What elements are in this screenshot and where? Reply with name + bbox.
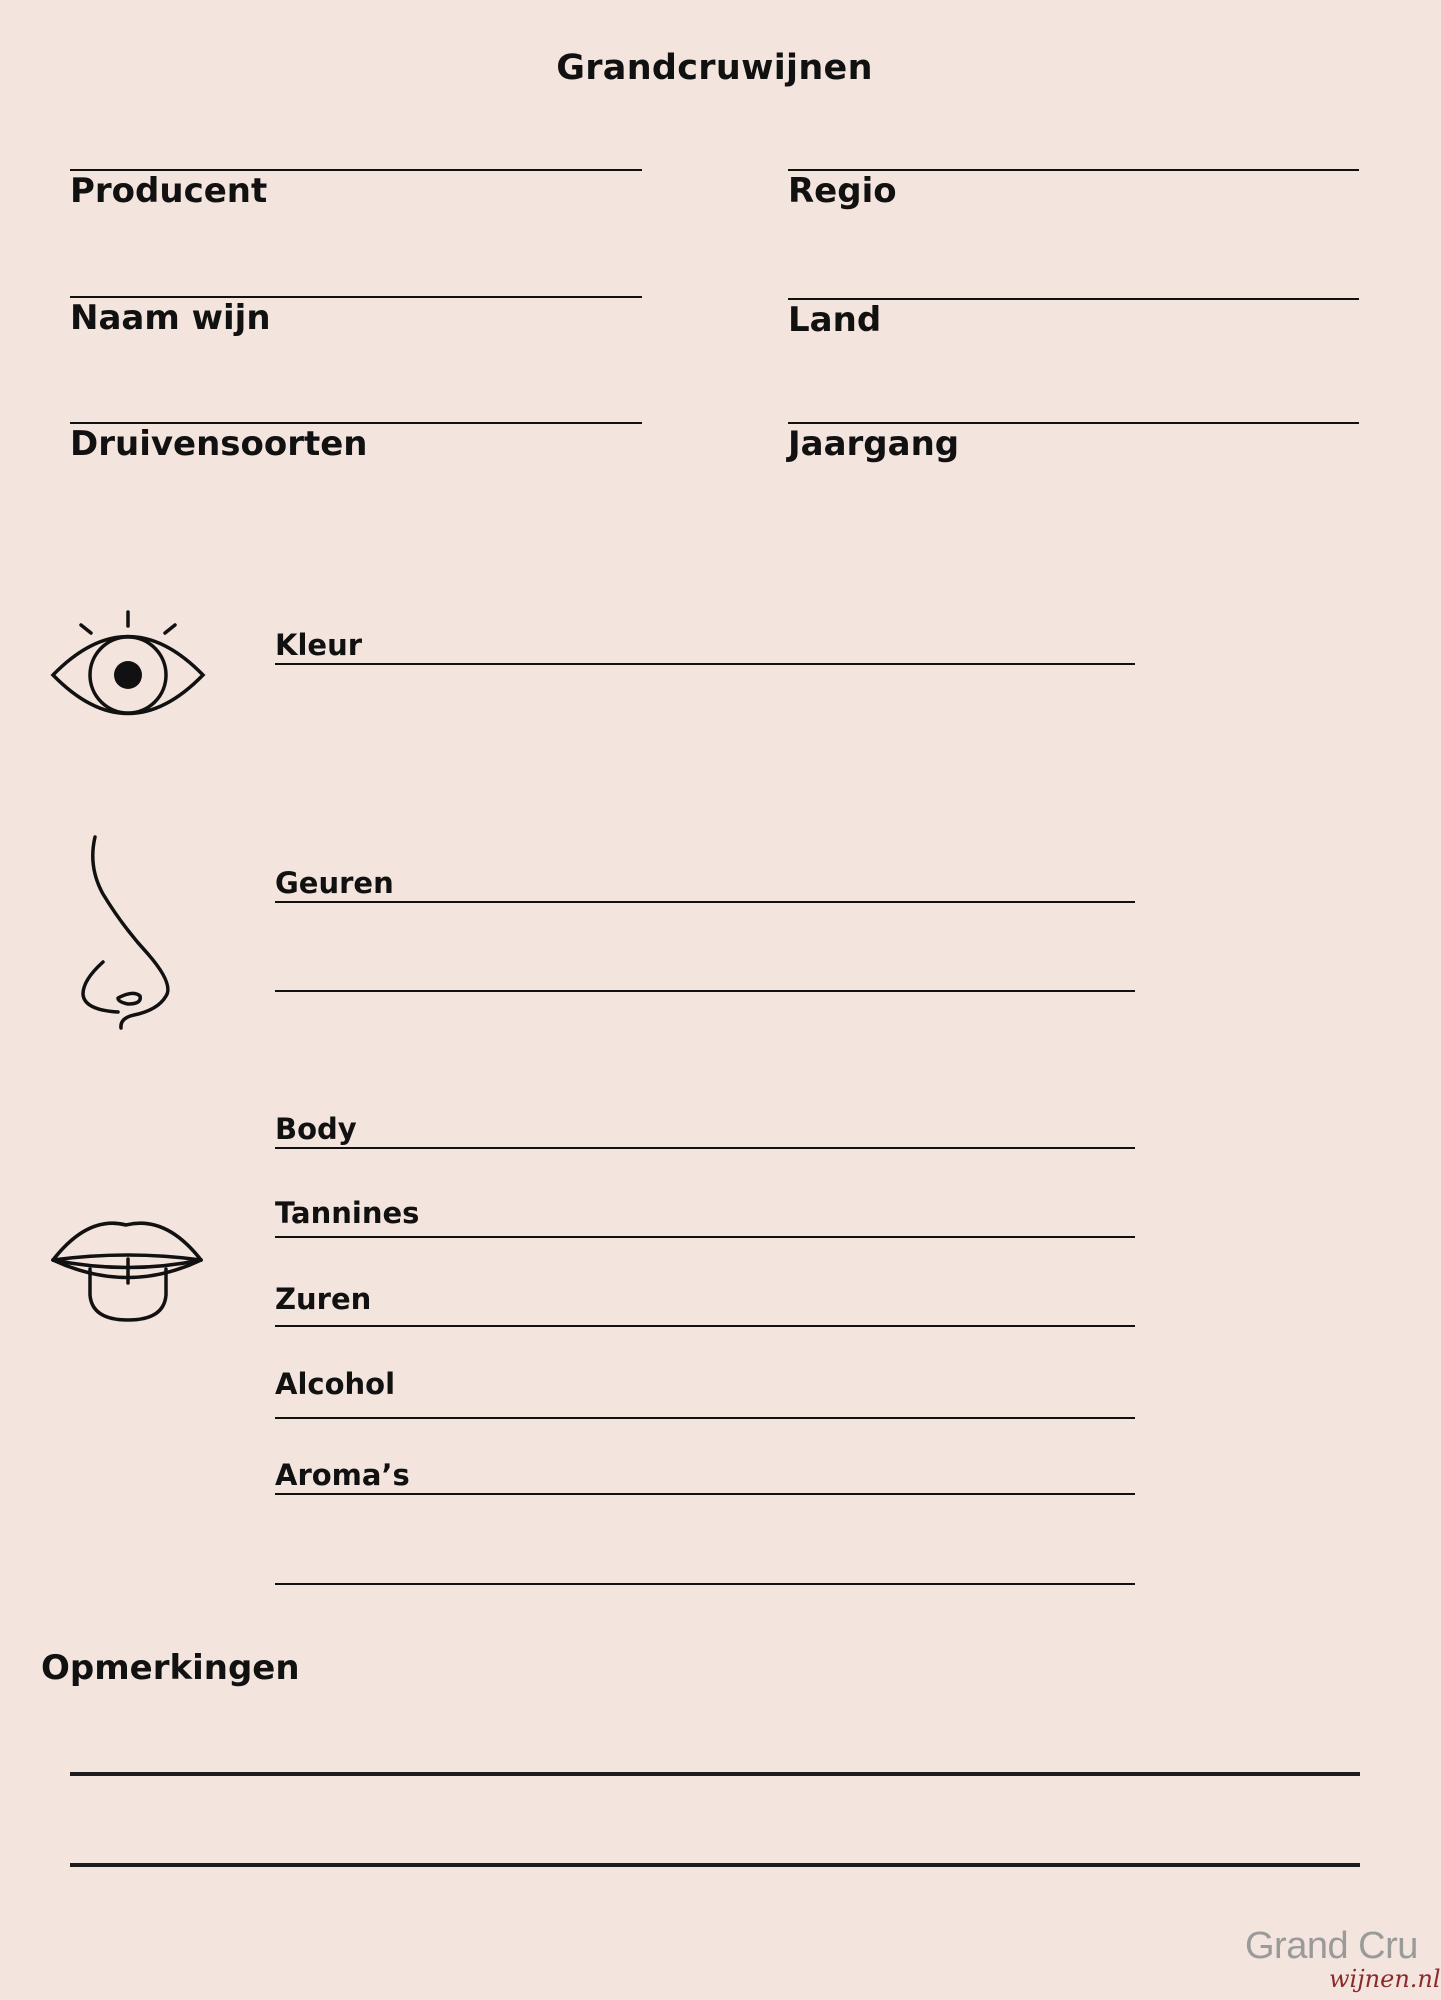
land-label: Land	[788, 300, 882, 340]
page-title: Grandcruwijnen	[556, 48, 873, 88]
eye-icon	[48, 606, 208, 726]
opmerkingen-line[interactable]	[70, 1772, 1360, 1776]
body-label: Body	[275, 1112, 357, 1146]
mouth-tongue-icon	[48, 1205, 208, 1325]
producent-label: Producent	[70, 171, 268, 211]
aromas-label: Aroma’s	[275, 1458, 410, 1492]
body-line[interactable]	[275, 1147, 1135, 1149]
alcohol-label: Alcohol	[275, 1367, 396, 1401]
aromas-line[interactable]	[275, 1493, 1135, 1495]
opmerkingen-line-2[interactable]	[70, 1863, 1360, 1867]
tannines-line[interactable]	[275, 1236, 1135, 1238]
druivensoorten-label: Druivensoorten	[70, 424, 368, 464]
geuren-line-2[interactable]	[275, 990, 1135, 992]
opmerkingen-label: Opmerkingen	[41, 1648, 300, 1688]
tannines-label: Tannines	[275, 1196, 420, 1230]
naam-wijn-label: Naam wijn	[70, 298, 271, 338]
kleur-label: Kleur	[275, 628, 363, 662]
logo-sub-text: wijnen.nl	[1329, 1965, 1441, 1993]
geuren-line[interactable]	[275, 901, 1135, 903]
geuren-label: Geuren	[275, 866, 394, 900]
regio-label: Regio	[788, 171, 897, 211]
kleur-line[interactable]	[275, 663, 1135, 665]
zuren-label: Zuren	[275, 1282, 372, 1316]
logo-main-text: Grand Cru	[1245, 1925, 1418, 1967]
zuren-line[interactable]	[275, 1325, 1135, 1327]
jaargang-label: Jaargang	[788, 424, 960, 464]
grand-cru-logo	[1245, 1925, 1441, 1995]
aromas-line-2[interactable]	[275, 1583, 1135, 1585]
alcohol-line[interactable]	[275, 1417, 1135, 1419]
nose-icon	[78, 832, 178, 1032]
